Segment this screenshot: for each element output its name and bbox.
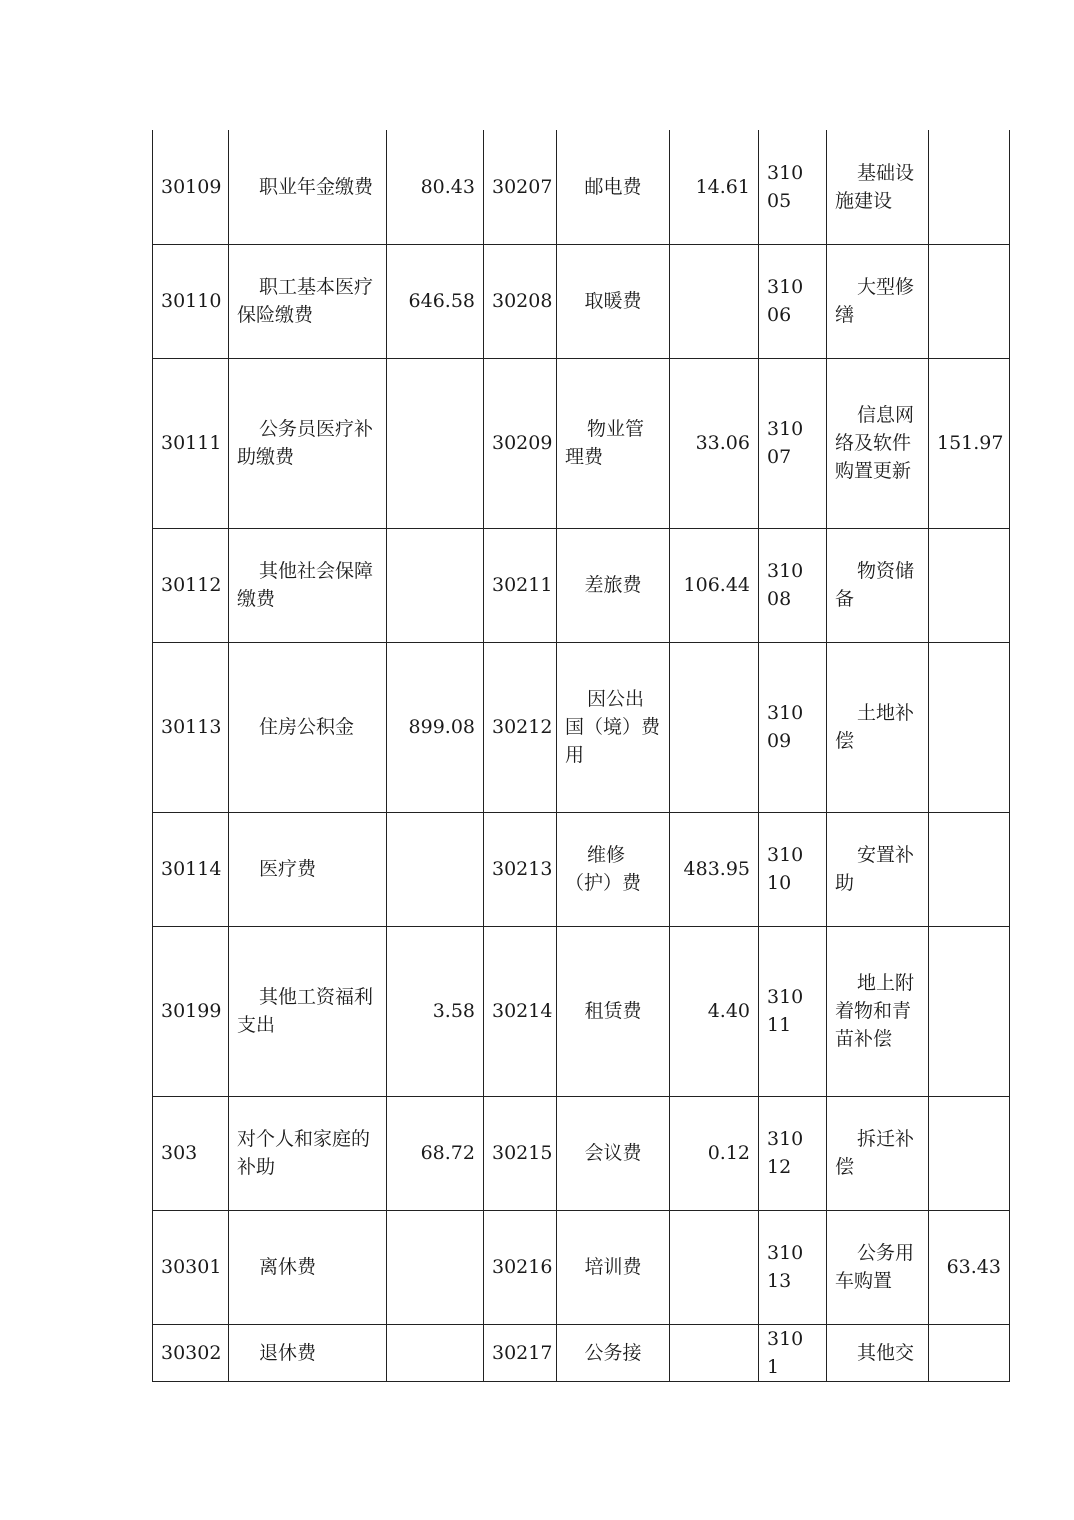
name-cell: 住房公积金 bbox=[229, 642, 387, 812]
code-cell: 30217 bbox=[484, 1324, 557, 1381]
name-cell: 取暖费 bbox=[557, 244, 670, 358]
name-cell: 地上附着物和青苗补偿 bbox=[827, 926, 929, 1096]
name-cell: 拆迁补偿 bbox=[827, 1096, 929, 1210]
code-cell: 30216 bbox=[484, 1210, 557, 1324]
code-cell: 30109 bbox=[153, 130, 229, 244]
code-cell: 31010 bbox=[759, 812, 827, 926]
name-cell: 安置补助 bbox=[827, 812, 929, 926]
amount-cell bbox=[670, 642, 759, 812]
code-cell: 31007 bbox=[759, 358, 827, 528]
code-cell: 30114 bbox=[153, 812, 229, 926]
code-cell: 30212 bbox=[484, 642, 557, 812]
table-row bbox=[153, 926, 1010, 1096]
amount-cell: 33.06 bbox=[670, 358, 759, 528]
name-cell: 离休费 bbox=[229, 1210, 387, 1324]
name-cell: 其他交 bbox=[827, 1324, 929, 1381]
code-cell: 30211 bbox=[484, 528, 557, 642]
table-row bbox=[153, 1096, 1010, 1210]
code-cell: 31012 bbox=[759, 1096, 827, 1210]
name-cell: 邮电费 bbox=[557, 130, 670, 244]
amount-cell: 151.97 bbox=[929, 358, 1010, 528]
table-row bbox=[153, 812, 1010, 926]
table-row bbox=[153, 1210, 1010, 1324]
name-cell: 公务员医疗补助缴费 bbox=[229, 358, 387, 528]
code-cell: 303 bbox=[153, 1096, 229, 1210]
name-cell: 土地补偿 bbox=[827, 642, 929, 812]
code-cell: 31011 bbox=[759, 926, 827, 1096]
amount-cell: 0.12 bbox=[670, 1096, 759, 1210]
name-cell: 差旅费 bbox=[557, 528, 670, 642]
amount-cell bbox=[387, 1210, 484, 1324]
code-cell: 30112 bbox=[153, 528, 229, 642]
amount-cell bbox=[929, 642, 1010, 812]
code-cell: 31005 bbox=[759, 130, 827, 244]
code-cell: 30301 bbox=[153, 1210, 229, 1324]
amount-cell: 483.95 bbox=[670, 812, 759, 926]
name-cell: 物资储备 bbox=[827, 528, 929, 642]
code-cell: 30302 bbox=[153, 1324, 229, 1381]
amount-cell bbox=[387, 1324, 484, 1381]
name-cell: 职工基本医疗保险缴费 bbox=[229, 244, 387, 358]
amount-cell: 4.40 bbox=[670, 926, 759, 1096]
amount-cell bbox=[929, 1096, 1010, 1210]
amount-cell: 14.61 bbox=[670, 130, 759, 244]
code-cell: 31013 bbox=[759, 1210, 827, 1324]
name-cell: 退休费 bbox=[229, 1324, 387, 1381]
code-cell: 30213 bbox=[484, 812, 557, 926]
amount-cell: 3.58 bbox=[387, 926, 484, 1096]
amount-cell: 80.43 bbox=[387, 130, 484, 244]
code-cell: 30209 bbox=[484, 358, 557, 528]
amount-cell bbox=[387, 528, 484, 642]
code-cell: 30199 bbox=[153, 926, 229, 1096]
code-cell: 30214 bbox=[484, 926, 557, 1096]
amount-cell bbox=[929, 130, 1010, 244]
name-cell: 其他工资福利支出 bbox=[229, 926, 387, 1096]
name-cell: 公务接 bbox=[557, 1324, 670, 1381]
name-cell: 医疗费 bbox=[229, 812, 387, 926]
code-cell: 30110 bbox=[153, 244, 229, 358]
name-cell: 信息网络及软件购置更新 bbox=[827, 358, 929, 528]
name-cell: 租赁费 bbox=[557, 926, 670, 1096]
amount-cell bbox=[929, 926, 1010, 1096]
name-cell: 职业年金缴费 bbox=[229, 130, 387, 244]
name-cell: 大型修缮 bbox=[827, 244, 929, 358]
code-cell: 30113 bbox=[153, 642, 229, 812]
name-cell: 公务用车购置 bbox=[827, 1210, 929, 1324]
name-cell: 维修（护）费 bbox=[557, 812, 670, 926]
amount-cell bbox=[929, 1324, 1010, 1381]
code-cell: 3101 bbox=[759, 1324, 827, 1381]
amount-cell bbox=[929, 244, 1010, 358]
code-cell: 31009 bbox=[759, 642, 827, 812]
amount-cell bbox=[929, 528, 1010, 642]
amount-cell: 68.72 bbox=[387, 1096, 484, 1210]
amount-cell bbox=[929, 812, 1010, 926]
table-row bbox=[153, 642, 1010, 812]
name-cell: 其他社会保障缴费 bbox=[229, 528, 387, 642]
name-cell: 对个人和家庭的补助 bbox=[229, 1096, 387, 1210]
name-cell: 培训费 bbox=[557, 1210, 670, 1324]
name-cell: 会议费 bbox=[557, 1096, 670, 1210]
table-row bbox=[153, 358, 1010, 528]
amount-cell: 646.58 bbox=[387, 244, 484, 358]
amount-cell bbox=[387, 812, 484, 926]
code-cell: 31006 bbox=[759, 244, 827, 358]
amount-cell: 63.43 bbox=[929, 1210, 1010, 1324]
code-cell: 30111 bbox=[153, 358, 229, 528]
code-cell: 30207 bbox=[484, 130, 557, 244]
table-row bbox=[153, 1324, 1010, 1381]
amount-cell: 899.08 bbox=[387, 642, 484, 812]
amount-cell bbox=[387, 358, 484, 528]
table-row bbox=[153, 244, 1010, 358]
table-row bbox=[153, 130, 1010, 244]
table-row bbox=[153, 528, 1010, 642]
amount-cell bbox=[670, 1210, 759, 1324]
expenditure-table bbox=[152, 130, 1010, 1382]
name-cell: 因公出国（境）费用 bbox=[557, 642, 670, 812]
code-cell: 30215 bbox=[484, 1096, 557, 1210]
amount-cell bbox=[670, 244, 759, 358]
code-cell: 31008 bbox=[759, 528, 827, 642]
amount-cell: 106.44 bbox=[670, 528, 759, 642]
name-cell: 基础设施建设 bbox=[827, 130, 929, 244]
name-cell: 物业管理费 bbox=[557, 358, 670, 528]
amount-cell bbox=[670, 1324, 759, 1381]
code-cell: 30208 bbox=[484, 244, 557, 358]
